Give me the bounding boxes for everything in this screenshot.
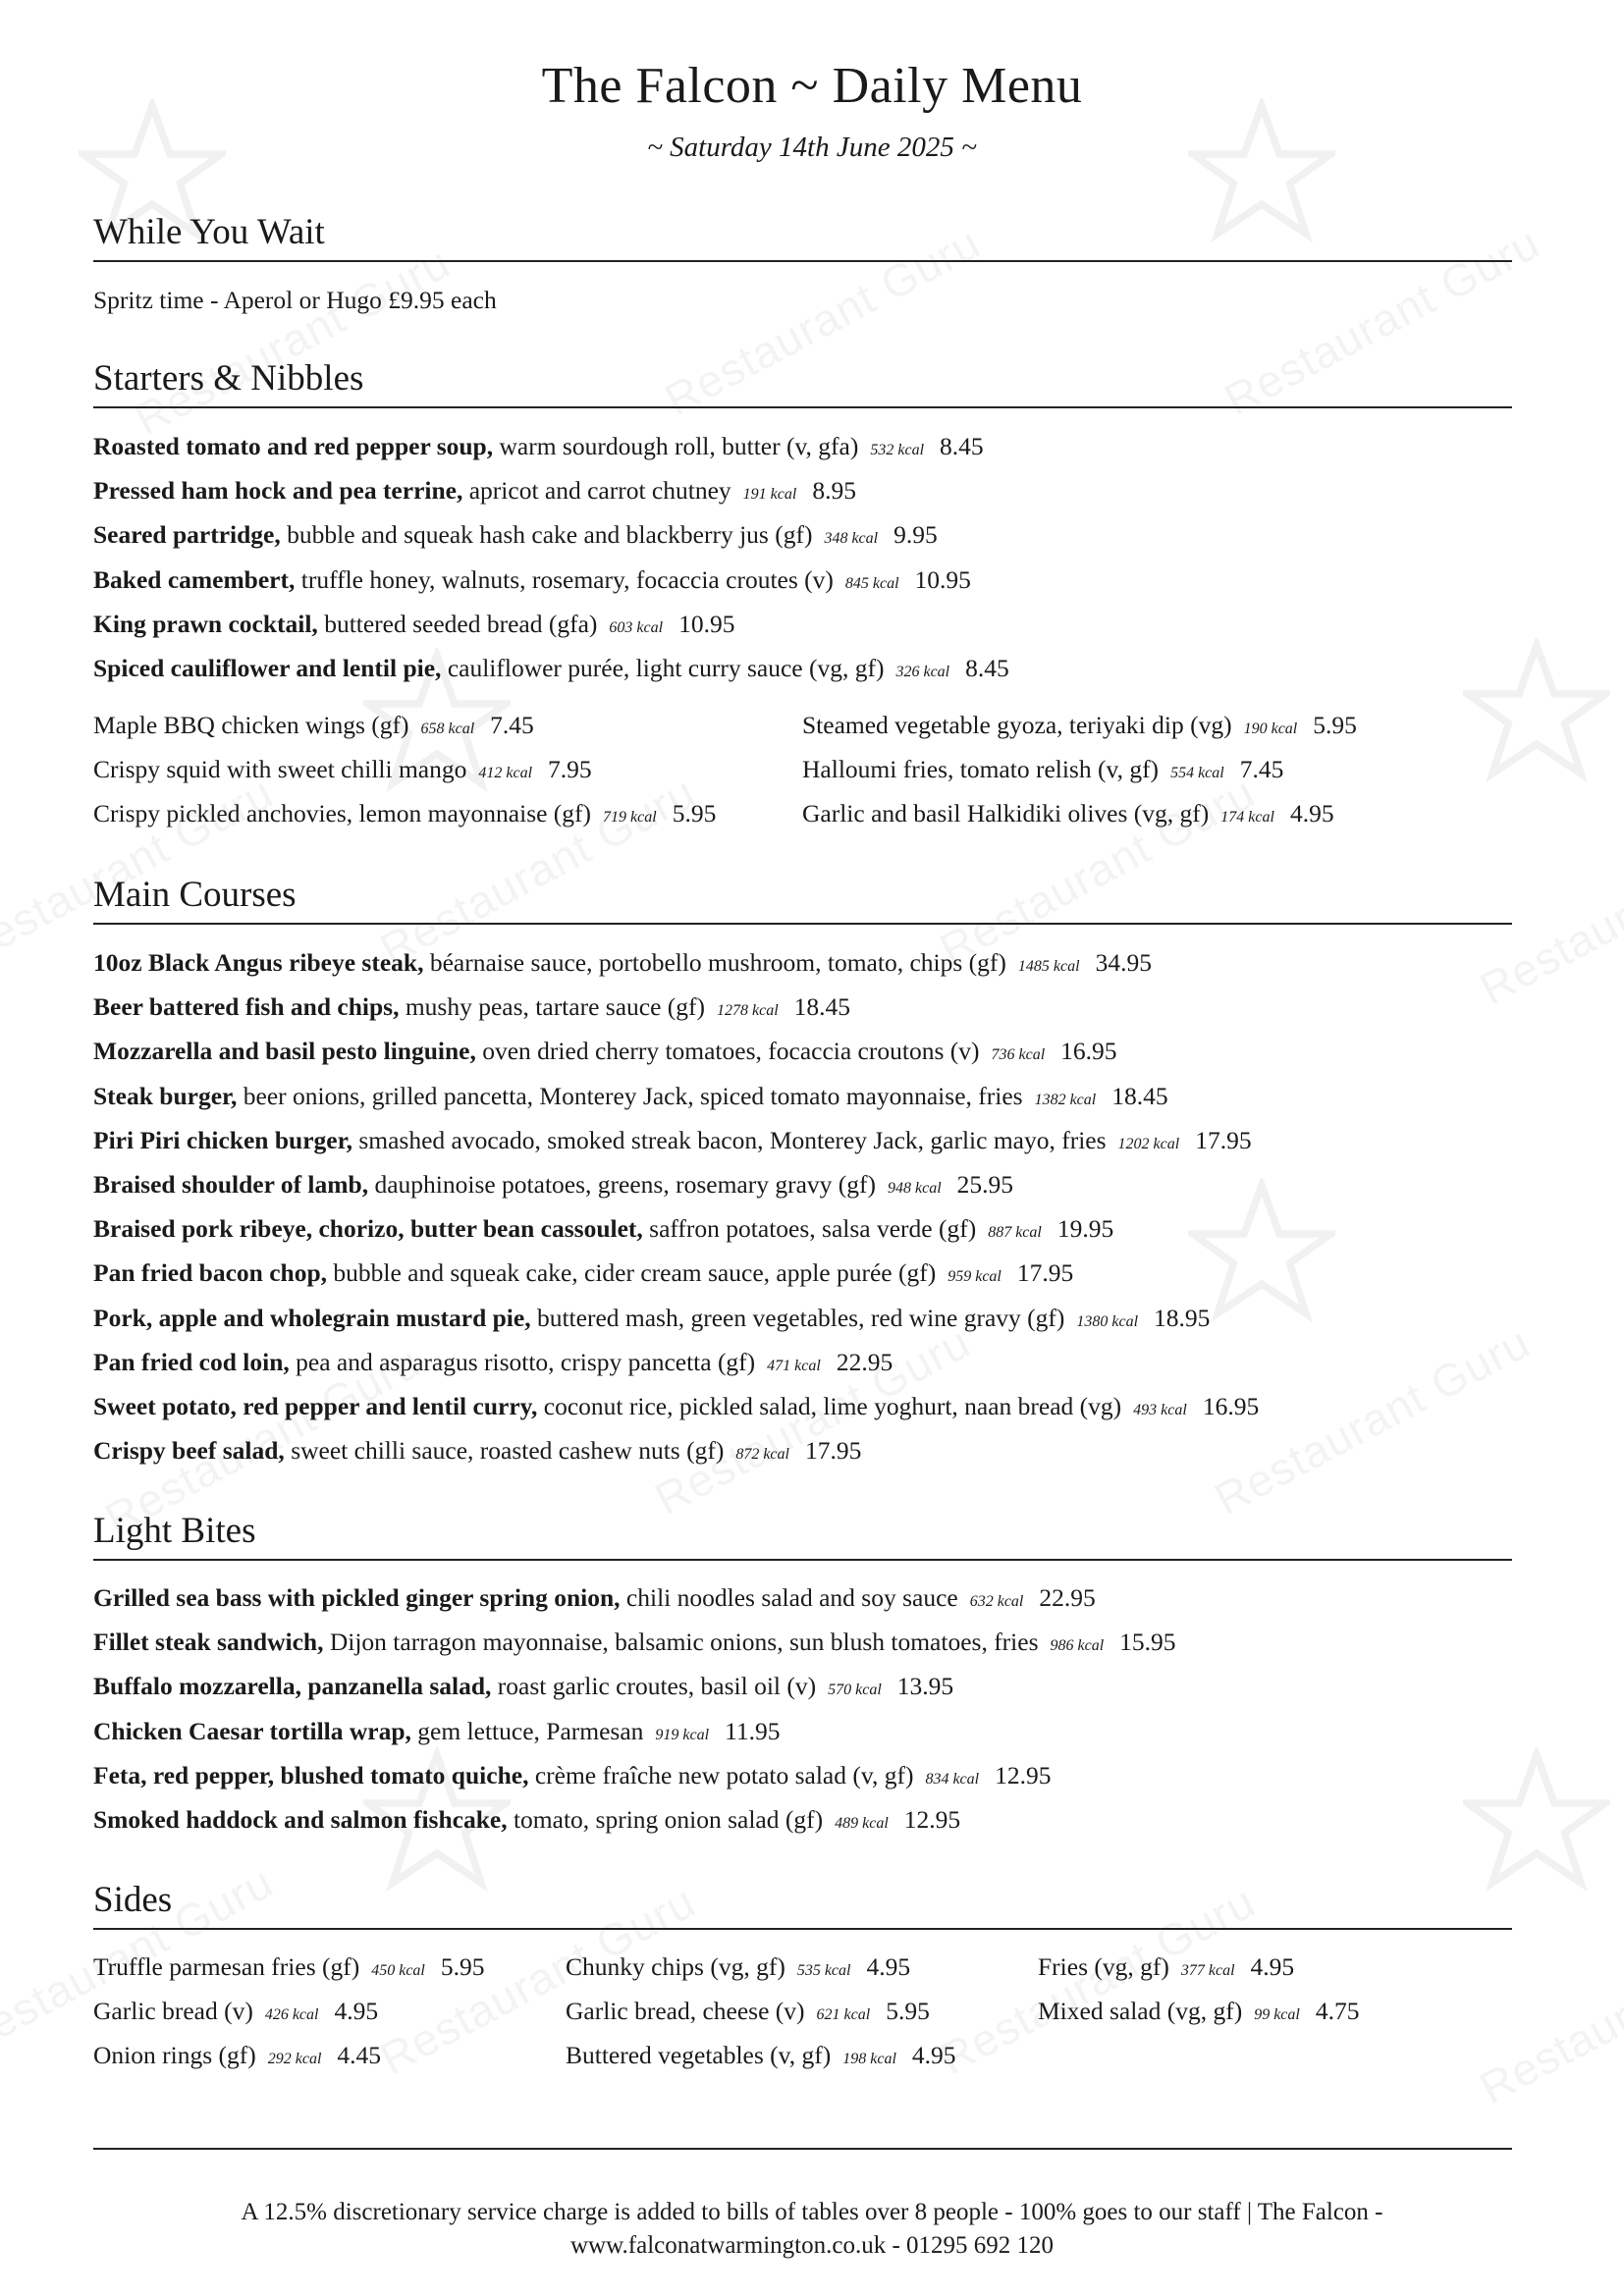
dish-description: Steamed vegetable gyoza, teriyaki dip (vg) (802, 711, 1232, 739)
dish-calories: 377 kcal (1180, 1962, 1235, 1979)
spritz-text: Spritz time - Aperol or Hugo £9.95 each (93, 286, 497, 314)
watermark-text (1471, 1904, 1624, 2114)
dish-description: gem lettuce, Parmesan (410, 1716, 644, 1745)
dish-calories: 1202 kcal (1117, 1135, 1180, 1152)
side-item (566, 1996, 930, 2031)
dish-name: Piri Piri chicken burger, (93, 1125, 352, 1154)
menu-item (802, 798, 1334, 833)
watermark-logo-icon (1463, 1747, 1610, 1895)
menu-item (93, 1627, 1176, 1662)
section-while-you-wait (93, 209, 1512, 262)
dish-calories: 845 kcal (844, 574, 899, 592)
menu-item (93, 1213, 1113, 1249)
side-item (1038, 1996, 1359, 2031)
dish-name: Braised shoulder of lamb, (93, 1170, 369, 1199)
section-main-courses (93, 872, 1512, 925)
menu-date: ~ Saturday 14th June 2025 ~ (647, 132, 977, 163)
side-item (1038, 1951, 1294, 1987)
dish-name: Beer battered fish and chips, (93, 992, 400, 1022)
menu-item (93, 475, 856, 510)
menu-item (93, 1435, 861, 1470)
dish-name: Chicken Caesar tortilla wrap, (93, 1716, 411, 1745)
dish-calories: 554 kcal (1170, 765, 1224, 782)
dish-price: 8.45 (940, 432, 984, 460)
section-heading: Main Courses (93, 872, 1512, 925)
dish-name: Pork, apple and wholegrain mustard pie, (93, 1303, 531, 1332)
dish-description: dauphinoise potatoes, greens, rosemary gravy (gf) (368, 1170, 877, 1199)
dish-description: Halloumi fries, tomato relish (v, gf) (802, 755, 1160, 784)
dish-calories: 887 kcal (988, 1224, 1042, 1242)
dish-price: 7.45 (490, 711, 534, 739)
dish-description: Truffle parmesan fries (gf) (93, 1952, 360, 1981)
dish-description: Chunky chips (vg, gf) (566, 1952, 785, 1981)
watermark-text (371, 766, 704, 976)
dish-description: apricot and carrot chutney (462, 476, 731, 506)
watermark-text (0, 766, 282, 976)
dish-price: 4.95 (911, 2041, 956, 2070)
dish-calories: 632 kcal (969, 1593, 1024, 1610)
menu-item (93, 1081, 1168, 1116)
watermark-logo-icon (1188, 1178, 1335, 1325)
dish-description: Fries (vg, gf) (1038, 1952, 1169, 1981)
dish-calories: 489 kcal (835, 1815, 889, 1832)
watermark-text (931, 766, 1264, 976)
dish-name: Buffalo mozzarella, panzanella salad, (93, 1672, 492, 1701)
dish-calories: 834 kcal (925, 1770, 980, 1788)
dish-calories: 99 kcal (1254, 2006, 1300, 2024)
dish-price: 17.95 (1195, 1125, 1252, 1154)
dish-price: 10.95 (678, 609, 735, 638)
dish-description: sweet chilli sauce, roasted cashew nuts (gf) (284, 1436, 725, 1466)
menu-item (93, 1303, 1210, 1338)
dish-price: 15.95 (1119, 1628, 1176, 1657)
dish-name: 10oz Black Angus ribeye steak, (93, 948, 424, 977)
dish-price: 18.45 (793, 992, 851, 1022)
dish-description: tomato, spring onion salad (gf) (507, 1805, 824, 1834)
dish-name: Pressed ham hock and pea terrine, (93, 476, 463, 506)
dish-price: 16.95 (1202, 1392, 1260, 1420)
dish-description: saffron potatoes, salsa verde (gf) (642, 1214, 977, 1244)
dish-calories: 1278 kcal (717, 1002, 779, 1020)
dish-calories: 1380 kcal (1076, 1312, 1139, 1330)
dish-price: 5.95 (672, 799, 717, 828)
section-sides (93, 1877, 1512, 1930)
dish-name: Pan fried bacon chop, (93, 1258, 328, 1288)
menu-item (93, 947, 1152, 983)
dish-description: buttered mash, green vegetables, red wine gravy (gf) (530, 1303, 1065, 1332)
dish-price: 18.95 (1154, 1303, 1211, 1332)
dish-price: 16.95 (1060, 1037, 1117, 1066)
dish-calories: 174 kcal (1220, 809, 1274, 827)
dish-description: cauliflower purée, light curry sauce (vg, gf) (441, 654, 885, 682)
menu-item (93, 519, 938, 555)
dish-price: 7.45 (1239, 755, 1284, 784)
dish-price: 34.95 (1095, 948, 1152, 977)
menu-item (93, 991, 850, 1027)
side-item (93, 1996, 378, 2031)
section-heading: Starters & Nibbles (93, 355, 1512, 408)
dish-price: 4.45 (337, 2041, 382, 2070)
side-item (93, 1951, 485, 1987)
menu-item (93, 798, 716, 833)
dish-name: Pan fried cod loin, (93, 1347, 290, 1376)
watermark-logo-icon (1463, 638, 1610, 785)
dish-name: Braised pork ribeye, chorizo, butter bean cassoulet, (93, 1214, 643, 1244)
menu-item (802, 710, 1357, 745)
dish-calories: 426 kcal (264, 2006, 319, 2024)
dish-name: Fillet steak sandwich, (93, 1628, 324, 1657)
dish-price: 25.95 (956, 1170, 1014, 1199)
dish-description: warm sourdough roll, butter (v, gfa) (493, 432, 859, 460)
dish-price: 22.95 (836, 1347, 893, 1376)
menu-item (93, 653, 1009, 688)
dish-name: King prawn cocktail, (93, 609, 318, 638)
side-item (566, 1951, 910, 1987)
menu-item (93, 609, 734, 644)
dish-price: 4.95 (1289, 799, 1334, 828)
dish-name: Sweet potato, red pepper and lentil curry, (93, 1392, 538, 1420)
dish-description: Buttered vegetables (v, gf) (566, 2041, 832, 2070)
dish-calories: 621 kcal (816, 2006, 871, 2024)
menu-item (93, 1391, 1259, 1426)
dish-price: 17.95 (804, 1436, 862, 1466)
dish-price: 22.95 (1039, 1583, 1096, 1612)
dish-description: bubble and squeak hash cake and blackberry jus (gf) (280, 520, 813, 550)
dish-price: 4.75 (1315, 1997, 1360, 2026)
dish-price: 18.45 (1111, 1081, 1168, 1110)
menu-item (93, 1125, 1252, 1160)
dish-calories: 603 kcal (609, 618, 664, 636)
dish-calories: 1382 kcal (1034, 1091, 1097, 1108)
menu-item (93, 710, 534, 745)
dish-calories: 959 kcal (947, 1268, 1001, 1286)
dish-description: mushy peas, tartare sauce (gf) (399, 992, 705, 1022)
dish-description: Garlic bread (v) (93, 1997, 253, 2026)
dish-calories: 191 kcal (742, 486, 797, 504)
dish-price: 13.95 (896, 1672, 954, 1701)
dish-price: 5.95 (886, 1997, 930, 2026)
dish-name: Crispy beef salad, (93, 1436, 285, 1466)
dish-description: Crispy pickled anchovies, lemon mayonnaise (gf) (93, 799, 592, 828)
dish-description: béarnaise sauce, portobello mushroom, tomato, chips (gf) (423, 948, 1006, 977)
menu-item (93, 1804, 960, 1840)
page-title: The Falcon ~ Daily Menu (541, 58, 1083, 114)
dish-name: Grilled sea bass with pickled ginger spring onion, (93, 1583, 621, 1612)
dish-calories: 493 kcal (1133, 1402, 1187, 1418)
dish-name: Spiced cauliflower and lentil pie, (93, 654, 442, 682)
menu-item (93, 1582, 1096, 1618)
dish-price: 5.95 (1313, 711, 1357, 739)
dish-name: Feta, red pepper, blushed tomato quiche, (93, 1760, 529, 1789)
section-heading: Sides (93, 1877, 1512, 1930)
dish-calories: 719 kcal (603, 809, 657, 827)
dish-calories: 348 kcal (824, 530, 879, 548)
dish-description: crème fraîche new potato salad (v, gf) (528, 1760, 914, 1789)
menu-item (93, 564, 971, 600)
dish-price: 4.95 (866, 1952, 911, 1981)
dish-price: 10.95 (914, 564, 971, 594)
dish-description: truffle honey, walnuts, rosemary, focaccia croutes (v) (295, 564, 834, 594)
menu-item (802, 754, 1283, 789)
menu-item (93, 1347, 893, 1382)
watermark-text (126, 236, 459, 446)
dish-description: oven dried cherry tomatoes, focaccia croutons (v) (475, 1037, 980, 1066)
dish-calories: 471 kcal (767, 1357, 821, 1374)
dish-calories: 535 kcal (796, 1962, 851, 1979)
dish-name: Steak burger, (93, 1081, 238, 1110)
dish-calories: 292 kcal (267, 2051, 322, 2068)
dish-name: Smoked haddock and salmon fishcake, (93, 1805, 508, 1834)
dish-calories: 570 kcal (828, 1682, 882, 1699)
dish-description: coconut rice, pickled salad, lime yoghurt, naan bread (vg) (537, 1392, 1122, 1420)
section-light-bites (93, 1508, 1512, 1561)
dish-name: Roasted tomato and red pepper soup, (93, 432, 494, 460)
dish-price: 7.95 (548, 755, 592, 784)
dish-calories: 1485 kcal (1017, 958, 1080, 975)
side-item (566, 2040, 956, 2075)
dish-description: Garlic and basil Halkidiki olives (vg, gf) (802, 799, 1210, 828)
dish-description: buttered seeded bread (gfa) (317, 609, 598, 638)
dish-price: 12.95 (995, 1760, 1052, 1789)
dish-description: Dijon tarragon mayonnaise, balsamic onions, sun blush tomatoes, fries (323, 1628, 1039, 1657)
footer-service-note: A 12.5% discretionary service charge is added to bills of tables over 8 people - 100% goes to our staff | The Falcon - (241, 2199, 1383, 2225)
dish-calories: 919 kcal (655, 1726, 710, 1743)
dish-name: Mozzarella and basil pesto linguine, (93, 1037, 476, 1066)
footer-contact: www.falconatwarmington.co.uk - 01295 692 120 (569, 2232, 1055, 2259)
menu-item (93, 1716, 781, 1751)
dish-name: Seared partridge, (93, 520, 281, 550)
menu-item (93, 1257, 1073, 1293)
menu-item (93, 1671, 953, 1706)
dish-price: 12.95 (903, 1805, 961, 1834)
dish-calories: 658 kcal (420, 721, 475, 737)
dish-calories: 948 kcal (888, 1180, 942, 1197)
dish-description: roast garlic croutes, basil oil (v) (491, 1672, 817, 1701)
footer-divider (93, 2148, 1512, 2150)
menu-item (93, 1169, 1013, 1204)
dish-calories: 412 kcal (478, 765, 533, 782)
menu-item (93, 1036, 1117, 1071)
dish-description: chili noodles salad and soy sauce (620, 1583, 958, 1612)
dish-name: Baked camembert, (93, 564, 296, 594)
side-item (93, 2040, 381, 2075)
dish-calories: 450 kcal (371, 1962, 425, 1979)
dish-description: beer onions, grilled pancetta, Monterey Jack, spiced tomato mayonnaise, fries (237, 1081, 1023, 1110)
section-heading: While You Wait (93, 209, 1512, 262)
dish-calories: 326 kcal (895, 664, 950, 680)
menu-item (93, 754, 592, 789)
dish-description: Onion rings (gf) (93, 2041, 256, 2070)
dish-calories: 532 kcal (870, 442, 925, 458)
dish-description: pea and asparagus risotto, crispy pancetta (gf) (289, 1347, 756, 1376)
dish-price: 5.95 (440, 1952, 485, 1981)
dish-description: Garlic bread, cheese (v) (566, 1997, 805, 2026)
section-heading: Light Bites (93, 1508, 1512, 1561)
dish-price: 8.45 (965, 654, 1009, 682)
dish-description: Maple BBQ chicken wings (gf) (93, 711, 409, 739)
menu-item (93, 1760, 1051, 1795)
dish-price: 9.95 (893, 520, 938, 550)
dish-calories: 190 kcal (1243, 721, 1298, 737)
dish-calories: 986 kcal (1050, 1637, 1105, 1655)
dish-price: 8.95 (812, 476, 856, 506)
dish-price: 4.95 (1250, 1952, 1295, 1981)
dish-price: 17.95 (1016, 1258, 1074, 1288)
dish-calories: 872 kcal (735, 1446, 789, 1464)
dish-price: 11.95 (725, 1716, 781, 1745)
dish-description: smashed avocado, smoked streak bacon, Monterey Jack, garlic mayo, fries (352, 1125, 1107, 1154)
section-starters (93, 355, 1512, 408)
dish-price: 4.95 (334, 1997, 379, 2026)
dish-calories: 198 kcal (842, 2051, 896, 2068)
menu-item (93, 431, 984, 466)
dish-description: bubble and squeak cake, cider cream sauce, apple purée (gf) (327, 1258, 937, 1288)
dish-description: Mixed salad (vg, gf) (1038, 1997, 1243, 2026)
dish-description: Crispy squid with sweet chilli mango (93, 755, 467, 784)
dish-calories: 736 kcal (991, 1046, 1046, 1064)
dish-price: 19.95 (1056, 1214, 1114, 1244)
